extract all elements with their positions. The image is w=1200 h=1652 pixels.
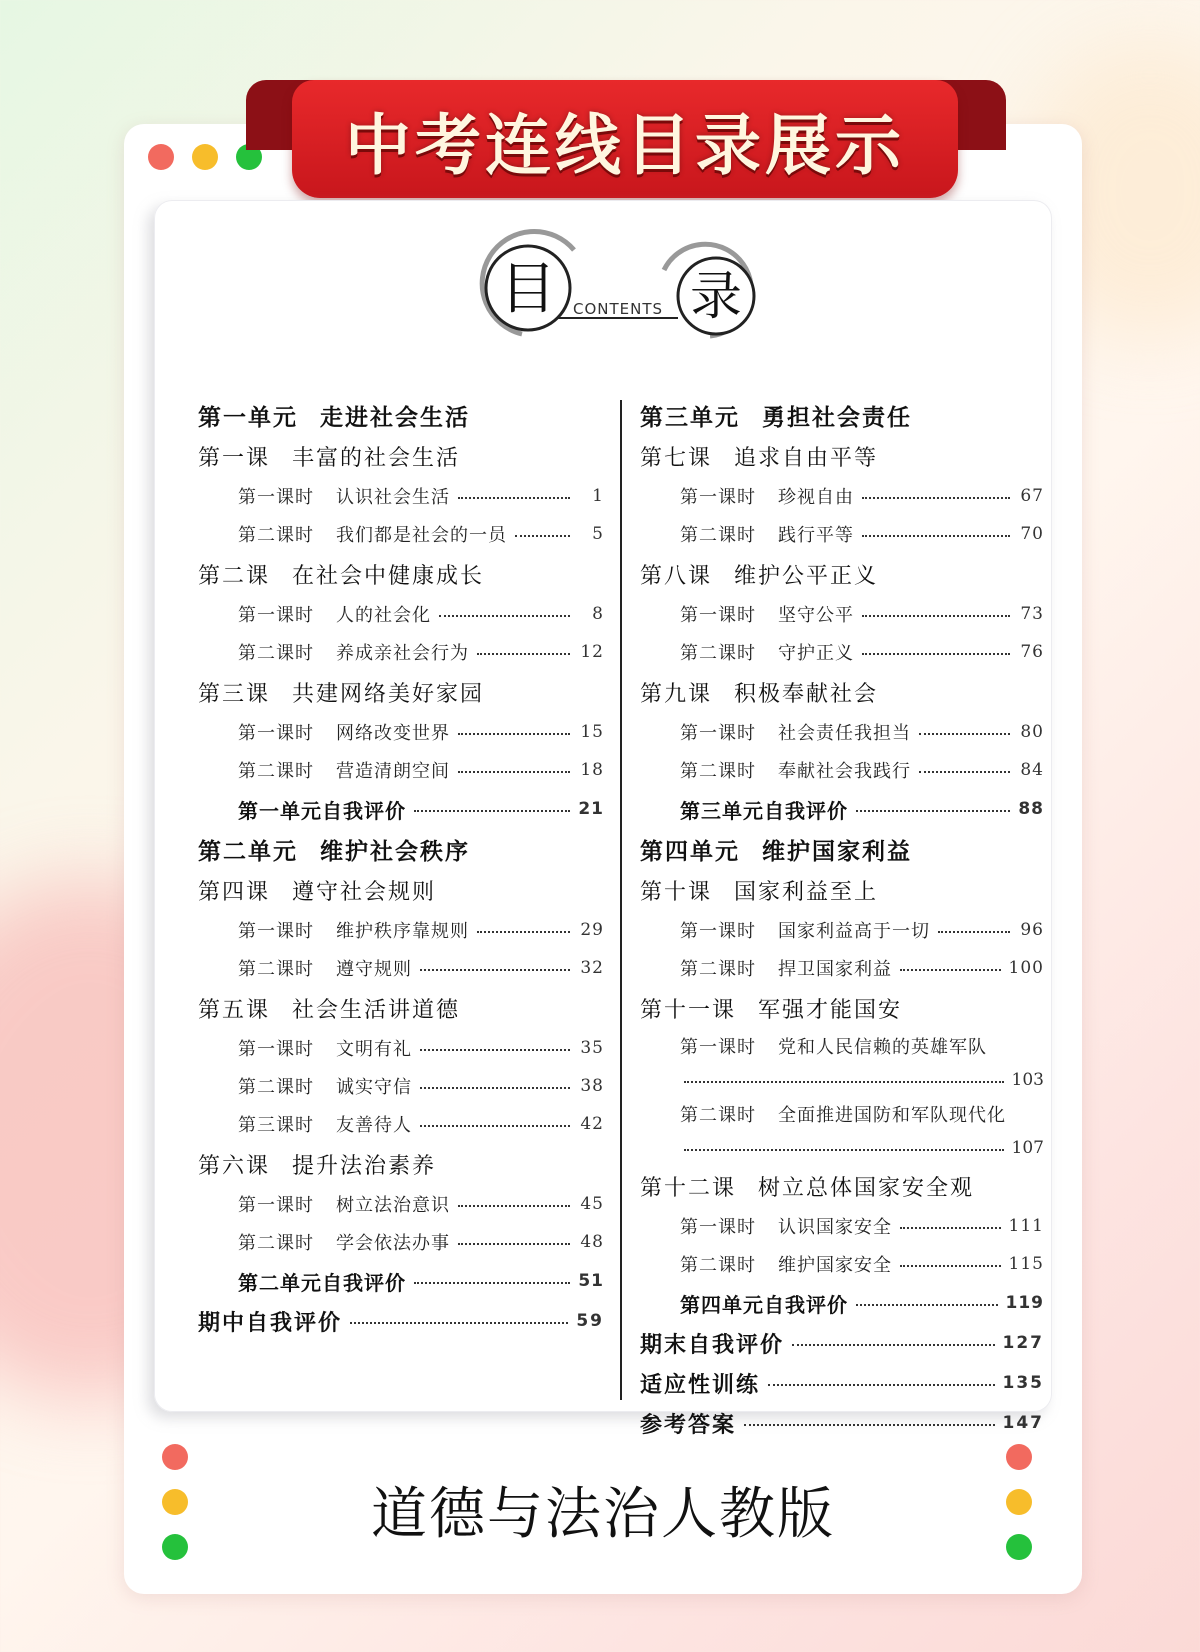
entry-title: 养成亲社会行为: [336, 643, 469, 664]
unit-label: 第四单元: [640, 838, 740, 865]
side-dot-red-right: [1006, 1444, 1032, 1470]
dot-leader: [792, 1344, 994, 1346]
lesson-heading: [198, 987, 604, 1029]
toc-entry: [640, 1097, 1044, 1131]
dot-leader: [439, 615, 570, 617]
dot-leader: [458, 771, 570, 773]
lesson-label: 第二课: [198, 563, 271, 589]
lesson-title: 遵守社会规则: [292, 879, 437, 905]
toc-entry: [640, 713, 1044, 751]
subject-title: 道德与法治人教版: [371, 1482, 835, 1547]
page-number: 107: [1011, 1138, 1044, 1158]
dot-leader: [350, 1322, 568, 1324]
dot-leader: [900, 1227, 1001, 1229]
review-title: 第一单元自我评价: [238, 798, 406, 823]
entry-title: 我们都是社会的一员: [336, 525, 507, 546]
unit-review-entry: [640, 789, 1044, 829]
entry-label: 第二课时: [680, 959, 756, 980]
entry-title: 守护正义: [778, 643, 854, 664]
page-number: 115: [1008, 1254, 1044, 1274]
entry-label: 第二课时: [238, 1077, 314, 1098]
entry-label: 第一课时: [680, 487, 756, 508]
unit-title: 走进社会生活: [320, 404, 470, 431]
entry-label: 第一课时: [238, 921, 314, 942]
logo-char-right: 录: [689, 267, 743, 327]
unit-review-entry: [198, 1261, 604, 1301]
lesson-title: 社会生活讲道德: [292, 997, 461, 1023]
unit-title: 勇担社会责任: [762, 404, 912, 431]
entry-label: 第二课时: [680, 643, 756, 664]
toc-entry: [198, 751, 604, 789]
lesson-label: 第十二课: [640, 1175, 737, 1201]
entry-title: 奉献社会我践行: [778, 761, 911, 782]
side-dot-red-left: [162, 1444, 188, 1470]
unit-heading: [640, 395, 1044, 435]
lesson-title: 在社会中健康成长: [292, 563, 485, 589]
page-number: 96: [1020, 920, 1044, 940]
special-entry: [640, 1323, 1044, 1363]
page-number: 15: [580, 722, 604, 742]
page-number: 59: [576, 1311, 604, 1331]
lesson-label: 第七课: [640, 445, 713, 471]
page-number: 29: [580, 920, 604, 940]
entry-label: 第二课时: [238, 643, 314, 664]
entry-label: 第一课时: [680, 921, 756, 942]
entry-label: 第二课时: [238, 1233, 314, 1254]
dot-leader: [414, 810, 570, 812]
special-entry: [640, 1363, 1044, 1403]
entry-title: 网络改变世界: [336, 723, 450, 744]
lesson-title: 军强才能国安: [758, 997, 903, 1023]
lesson-label: 第十一课: [640, 997, 737, 1023]
entry-label: 第一课时: [238, 723, 314, 744]
column-divider: [620, 400, 622, 1400]
contents-logo: [478, 226, 768, 356]
page-number: 32: [580, 958, 604, 978]
toc-entry: [640, 595, 1044, 633]
toc-entry: [198, 595, 604, 633]
review-title: 第三单元自我评价: [680, 798, 848, 823]
dot-leader: [458, 1205, 570, 1207]
dot-leader: [420, 969, 570, 971]
dot-leader: [862, 535, 1010, 537]
unit-review-entry: [640, 1283, 1044, 1323]
entry-title: 维护国家安全: [778, 1255, 892, 1276]
page-number: 42: [580, 1114, 604, 1134]
entry-label: 第一课时: [680, 1037, 756, 1058]
toc-entry: [198, 477, 604, 515]
toc-entry: [640, 751, 1044, 789]
dot-leader: [477, 931, 570, 933]
special-entry: [198, 1301, 604, 1341]
lesson-title: 树立总体国家安全观: [758, 1175, 975, 1201]
special-title: 期末自我评价: [640, 1332, 785, 1358]
toc-entry: [640, 515, 1044, 553]
dot-leader: [420, 1125, 570, 1127]
toc-entry: [640, 1029, 1044, 1063]
lesson-label: 第五课: [198, 997, 271, 1023]
dot-leader: [900, 1265, 1001, 1267]
dot-leader: [420, 1087, 570, 1089]
dot-leader: [684, 1081, 1004, 1083]
toc-entry: [198, 1105, 604, 1143]
lesson-heading: [640, 553, 1044, 595]
unit-heading: [198, 829, 604, 869]
entry-title: 友善待人: [336, 1115, 412, 1136]
toc-entry: [640, 1245, 1044, 1283]
toc-entry: [640, 1207, 1044, 1245]
toc-entry: [198, 713, 604, 751]
page-number: 100: [1008, 958, 1044, 978]
lesson-heading: [640, 987, 1044, 1029]
page-number: 67: [1020, 486, 1044, 506]
unit-label: 第一单元: [198, 404, 298, 431]
toc-entry: [198, 1067, 604, 1105]
page-number: 135: [1002, 1373, 1044, 1393]
entry-title: 营造清朗空间: [336, 761, 450, 782]
page-number: 18: [580, 760, 604, 780]
page-number: 5: [592, 524, 604, 544]
entry-title: 践行平等: [778, 525, 854, 546]
lesson-title: 国家利益至上: [734, 879, 879, 905]
lesson-heading: [640, 435, 1044, 477]
lesson-title: 追求自由平等: [734, 445, 879, 471]
lesson-label: 第一课: [198, 445, 271, 471]
window-dot-yellow: [192, 144, 218, 170]
entry-title: 国家利益高于一切: [778, 921, 930, 942]
toc-entry-continuation: [640, 1131, 1044, 1165]
entry-title: 学会依法办事: [336, 1233, 450, 1254]
toc-entry: [198, 1029, 604, 1067]
dot-leader: [856, 810, 1010, 812]
page-number: 84: [1020, 760, 1044, 780]
page-number: 48: [580, 1232, 604, 1252]
unit-title: 维护国家利益: [762, 838, 912, 865]
dot-leader: [458, 733, 570, 735]
dot-leader: [744, 1424, 994, 1426]
dot-leader: [938, 931, 1010, 933]
entry-title: 捍卫国家利益: [778, 959, 892, 980]
dot-leader: [414, 1282, 570, 1284]
entry-label: 第二课时: [680, 1105, 756, 1126]
unit-heading: [198, 395, 604, 435]
entry-title: 树立法治意识: [336, 1195, 450, 1216]
page-number: 70: [1020, 524, 1044, 544]
entry-label: 第一课时: [680, 1217, 756, 1238]
page-number: 127: [1002, 1333, 1044, 1353]
entry-title: 党和人民信赖的英雄军队: [778, 1037, 987, 1058]
page-number: 76: [1020, 642, 1044, 662]
page-number: 45: [580, 1194, 604, 1214]
page-number: 119: [1005, 1293, 1044, 1313]
lesson-heading: [198, 869, 604, 911]
toc-column-left: [198, 395, 604, 1341]
unit-heading: [640, 829, 1044, 869]
entry-title: 认识国家安全: [778, 1217, 892, 1238]
review-title: 第二单元自我评价: [238, 1270, 406, 1295]
toc-entry-continuation: [640, 1063, 1044, 1097]
lesson-label: 第十课: [640, 879, 713, 905]
unit-label: 第三单元: [640, 404, 740, 431]
window-dot-red: [148, 144, 174, 170]
page-number: 35: [580, 1038, 604, 1058]
toc-entry: [640, 949, 1044, 987]
dot-leader: [420, 1049, 570, 1051]
toc-entry: [198, 949, 604, 987]
entry-title: 社会责任我担当: [778, 723, 911, 744]
toc-entry: [198, 515, 604, 553]
entry-label: 第二课时: [238, 525, 314, 546]
banner-title: 中考连线目录展示: [345, 106, 905, 184]
logo-char-left: 目: [500, 257, 556, 322]
toc-entry: [198, 911, 604, 949]
lesson-heading: [640, 1165, 1044, 1207]
lesson-heading: [198, 553, 604, 595]
toc-entry: [640, 477, 1044, 515]
lesson-heading: [640, 671, 1044, 713]
toc-entry: [640, 911, 1044, 949]
lesson-label: 第八课: [640, 563, 713, 589]
entry-title: 人的社会化: [336, 605, 431, 626]
page-number: 21: [578, 799, 604, 819]
dot-leader: [862, 497, 1010, 499]
lesson-label: 第三课: [198, 681, 271, 707]
page-number: 38: [580, 1076, 604, 1096]
entry-label: 第二课时: [680, 761, 756, 782]
page-number: 103: [1011, 1070, 1044, 1090]
lesson-heading: [198, 1143, 604, 1185]
lesson-label: 第九课: [640, 681, 713, 707]
entry-label: 第一课时: [238, 487, 314, 508]
dot-leader: [862, 615, 1010, 617]
lesson-title: 维护公平正义: [734, 563, 879, 589]
toc-entry: [198, 1185, 604, 1223]
dot-leader: [458, 497, 570, 499]
lesson-title: 积极奉献社会: [734, 681, 879, 707]
entry-title: 文明有礼: [336, 1039, 412, 1060]
entry-label: 第二课时: [680, 525, 756, 546]
lesson-heading: [640, 869, 1044, 911]
entry-label: 第一课时: [238, 1195, 314, 1216]
lesson-label: 第四课: [198, 879, 271, 905]
toc-entry: [198, 1223, 604, 1261]
page-number: 80: [1020, 722, 1044, 742]
lesson-title: 丰富的社会生活: [292, 445, 461, 471]
logo-contents-label: CONTENTS: [572, 300, 664, 318]
lesson-label: 第六课: [198, 1153, 271, 1179]
special-title: 期中自我评价: [198, 1310, 343, 1336]
entry-label: 第三课时: [238, 1115, 314, 1136]
dot-leader: [684, 1149, 1004, 1151]
entry-title: 认识社会生活: [336, 487, 450, 508]
dot-leader: [458, 1243, 570, 1245]
title-banner: [292, 80, 958, 198]
unit-label: 第二单元: [198, 838, 298, 865]
lesson-title: 共建网络美好家园: [292, 681, 485, 707]
page-number: 88: [1018, 799, 1044, 819]
toc-entry: [640, 633, 1044, 671]
entry-label: 第一课时: [238, 1039, 314, 1060]
entry-title: 全面推进国防和军队现代化: [778, 1105, 1006, 1126]
entry-label: 第一课时: [238, 605, 314, 626]
dot-leader: [768, 1384, 994, 1386]
entry-title: 遵守规则: [336, 959, 412, 980]
entry-label: 第二课时: [238, 761, 314, 782]
page-number: 147: [1002, 1413, 1044, 1433]
lesson-heading: [198, 435, 604, 477]
page-number: 8: [592, 604, 604, 624]
dot-leader: [515, 535, 570, 537]
dot-leader: [862, 653, 1010, 655]
dot-leader: [919, 771, 1010, 773]
toc-entry: [198, 633, 604, 671]
page-number: 73: [1020, 604, 1044, 624]
dot-leader: [919, 733, 1010, 735]
entry-label: 第一课时: [680, 723, 756, 744]
page-number: 111: [1008, 1216, 1044, 1236]
dot-leader: [856, 1304, 998, 1306]
lesson-title: 提升法治素养: [292, 1153, 437, 1179]
entry-label: 第二课时: [680, 1255, 756, 1276]
entry-label: 第一课时: [680, 605, 756, 626]
entry-label: 第二课时: [238, 959, 314, 980]
special-entry: [640, 1403, 1044, 1443]
lesson-heading: [198, 671, 604, 713]
toc-column-right: [640, 395, 1044, 1443]
page-number: 12: [580, 642, 604, 662]
dot-leader: [477, 653, 570, 655]
dot-leader: [900, 969, 1001, 971]
entry-title: 诚实守信: [336, 1077, 412, 1098]
entry-title: 珍视自由: [778, 487, 854, 508]
entry-title: 坚守公平: [778, 605, 854, 626]
review-title: 第四单元自我评价: [680, 1292, 848, 1317]
unit-title: 维护社会秩序: [320, 838, 470, 865]
page-number: 1: [592, 486, 604, 506]
entry-title: 维护秩序靠规则: [336, 921, 469, 942]
unit-review-entry: [198, 789, 604, 829]
page-number: 51: [578, 1271, 604, 1291]
special-title: 适应性训练: [640, 1372, 761, 1398]
special-title: 参考答案: [640, 1412, 737, 1438]
